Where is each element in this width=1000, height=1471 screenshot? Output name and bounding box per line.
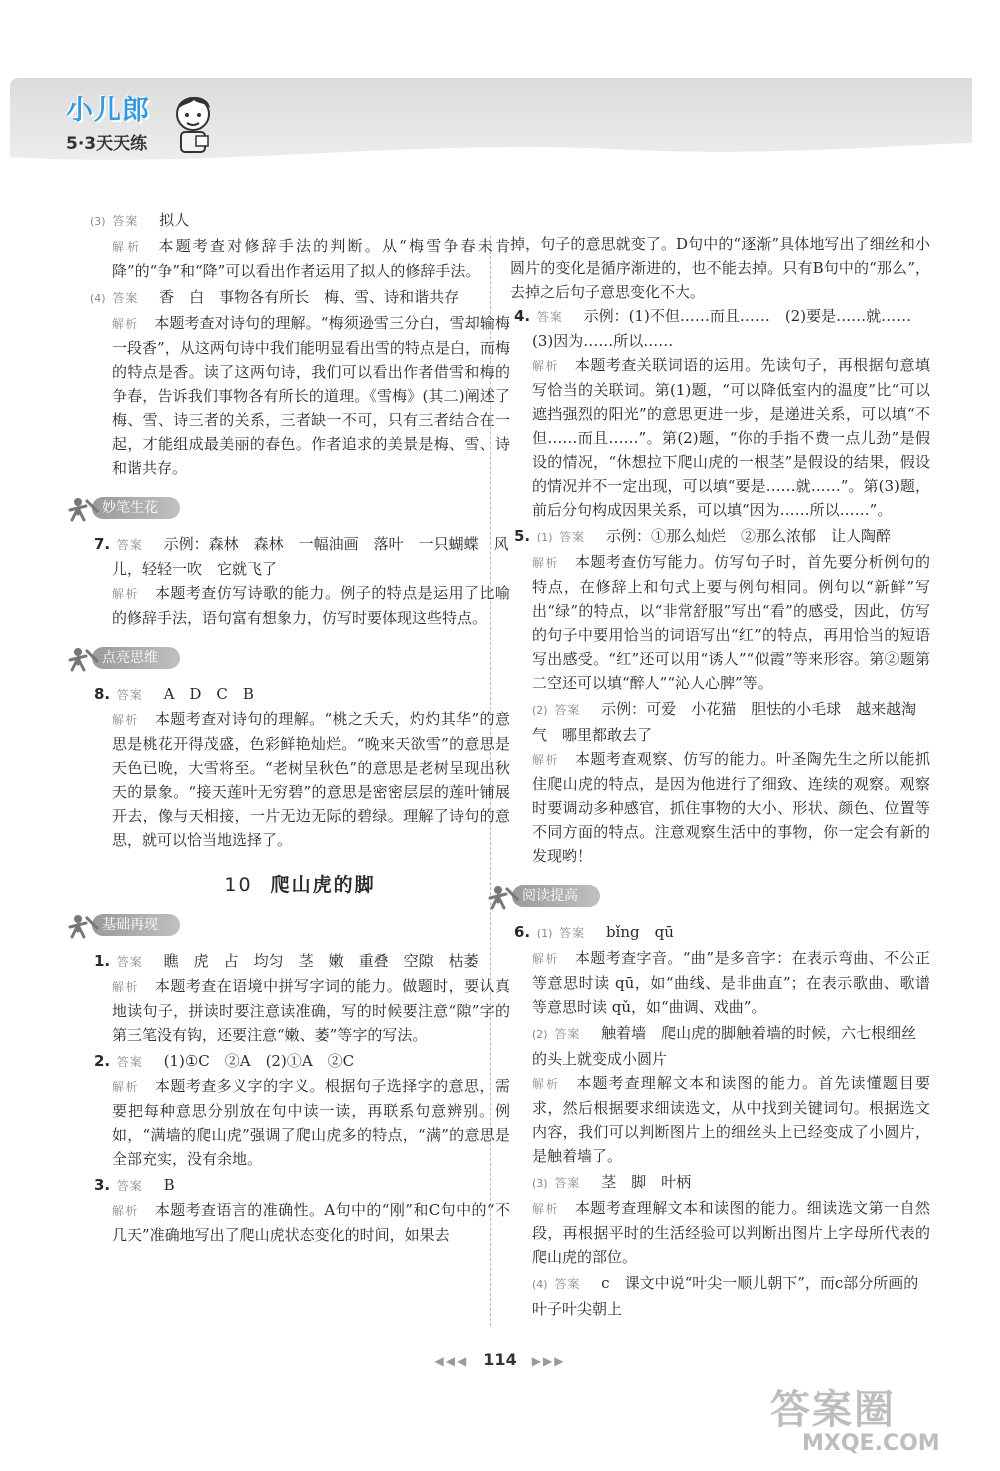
pencil-figure-icon	[68, 911, 100, 939]
answer-text: 香 白 事物各有所长 梅、雪、诗和谐共存	[159, 288, 460, 306]
banner-label: 基础再现	[92, 914, 180, 936]
q6-3	[510, 1170, 930, 1269]
sub-number: (2)	[532, 1028, 548, 1041]
page-navigation	[0, 1350, 1000, 1369]
analysis-text: 本题考查多义字的字义。根据句子选择字的意思，需要把每种意思分别放在句中读一读，再联系句意辨别。例如，“满墙的爬山虎”强调了爬山虎多的特点，“满”的意思是全部充实，没有余地。	[112, 1077, 510, 1168]
q4	[510, 304, 930, 522]
analysis-tag: 解析	[112, 713, 139, 727]
section-banner-jichu	[68, 911, 510, 939]
analysis-tag: 解析	[532, 952, 559, 966]
question-number: 6.	[514, 923, 531, 941]
answer-text: 拟人	[159, 211, 190, 229]
sub-number: (3)	[532, 1177, 548, 1190]
page-number: 114	[483, 1350, 517, 1369]
answer-tag: 答案	[116, 538, 143, 552]
section-banner-dianliang	[68, 644, 510, 672]
analysis-tag: 解析	[532, 359, 559, 373]
answer-text: 示例：①那么灿烂 ②那么浓郁 让人陶醉	[605, 527, 891, 545]
answer-text: 触着墙 爬山虎的脚触着墙的时候，六七根细丝的头上就变成小圆片	[532, 1024, 917, 1068]
q6-4	[510, 1271, 930, 1321]
section-banner-miaobi	[68, 494, 510, 522]
banner-label: 妙笔生花	[92, 497, 180, 519]
answer-tag: 答案	[554, 1277, 581, 1291]
q3-item3	[90, 208, 510, 283]
answer-text: (1)①C ②A (2)①A ②C	[163, 1052, 355, 1070]
banner-label: 点亮思维	[92, 647, 180, 669]
answer-text: c 课文中说“叶尖一顺儿朝下”，而c部分所画的叶子叶尖朝上	[532, 1274, 919, 1318]
question-number: 2.	[94, 1052, 111, 1070]
q8	[90, 682, 510, 852]
answer-tag: 答案	[112, 291, 139, 305]
analysis-text: 本题考查理解文本和读图的能力。细读选文第一自然段，再根据平时的生活经验可以判断出图片上字母所代表的爬山虎的部位。	[532, 1199, 930, 1266]
mascot-boy-icon	[168, 88, 218, 158]
next-arrows-icon: ▶▶▶	[531, 1354, 566, 1368]
lesson-name: 爬山虎的脚	[270, 874, 376, 896]
answer-tag: 答案	[116, 1179, 143, 1193]
q3	[90, 1173, 510, 1247]
answer-text: B	[163, 1176, 175, 1194]
analysis-tag: 解析	[112, 317, 139, 331]
header-wave	[10, 139, 972, 169]
analysis-tag: 解析	[532, 1077, 561, 1091]
answer-tag: 答案	[554, 703, 581, 717]
analysis-text: 本题考查对修辞手法的判断。从“梅雪争春未肯降”的“争”和“降”可以看出作者运用了拟人的修辞手法。	[112, 237, 510, 280]
q5-1	[510, 524, 930, 695]
answer-text: bǐng qū	[605, 923, 674, 941]
question-number: 4.	[514, 307, 531, 325]
analysis-tag: 解析	[532, 753, 559, 767]
prev-arrows-icon: ◀◀◀	[434, 1354, 469, 1368]
watermark-main: 答案圈	[770, 1387, 896, 1433]
corner-watermark	[770, 1378, 970, 1456]
answer-tag: 答案	[536, 310, 563, 324]
watermark-url: MXQE.COM	[802, 1431, 940, 1456]
q3-continuation: 掉，句子的意思就变了。D句中的“逐渐”具体地写出了细丝和小圆片的变化是循序渐进的，也不能去掉。只有B句中的“那么”，去掉之后句子意思变化不大。	[510, 235, 930, 301]
answer-tag: 答案	[554, 1176, 581, 1190]
analysis-tag: 解析	[112, 980, 139, 994]
lesson-number: 10	[224, 874, 253, 896]
sub-number: (3)	[90, 215, 106, 228]
left-column	[90, 208, 510, 1249]
answer-text: 示例：可爱 小花猫 胆怯的小毛球 越来越淘气 哪里都敢去了	[532, 700, 917, 744]
analysis-text: 本题考查对诗句的理解。“梅须逊雪三分白，雪却输梅一段香”，从这两句诗中我们能明显看出雪的特点是白，而梅的特点是香。读了这两句诗，我们可以看出作者借雪和梅的争春，告诉我们事物各有所长的道理。《雪梅》(其二)阐述了梅、雪、诗三者的关系，三者缺一不可，只有三者结合在一起，才能组成最美丽的春色。作者追求的美景是梅、雪、诗和谐共存。	[112, 314, 510, 477]
question-number: 8.	[94, 685, 111, 703]
q7	[90, 532, 510, 630]
brand	[66, 88, 150, 154]
section-banner-yuedu	[488, 882, 930, 910]
pencil-figure-icon	[68, 644, 100, 672]
lesson-title	[90, 870, 510, 897]
header-band	[10, 78, 972, 168]
answer-tag: 答案	[559, 530, 586, 544]
analysis-tag: 解析	[112, 587, 139, 601]
q6-2	[510, 1021, 930, 1168]
q3-item4	[90, 285, 510, 480]
answer-tag: 答案	[116, 955, 143, 969]
question-number: 3.	[94, 1176, 111, 1194]
answer-tag: 答案	[116, 688, 143, 702]
q2	[90, 1049, 510, 1171]
analysis-tag: 解析	[532, 1202, 559, 1216]
analysis-text: 本题考查观察、仿写的能力。叶圣陶先生之所以能抓住爬山虎的特点，是因为他进行了细致、连续的观察。观察时要调动多种感官，抓住事物的大小、形状、颜色、位置等不同方面的特点。注意观察生活中的事物，你一定会有新的发现哟！	[532, 750, 930, 865]
question-number: 1.	[94, 952, 111, 970]
answer-text: 示例：(1)不但……而且…… (2)要是……就…… (3)因为……所以……	[532, 307, 927, 350]
right-column	[510, 232, 930, 1323]
analysis-text: 本题考查字音。“曲”是多音字：在表示弯曲、不公正等意思时读 qū，如“曲线、是非曲直”；在表示歌曲、歌谱等意思时读 qǔ，如“曲调、戏曲”。	[532, 949, 930, 1016]
question-number: 5.	[514, 527, 531, 545]
q6-1	[510, 920, 930, 1019]
analysis-text: 本题考查对诗句的理解。“桃之夭夭，灼灼其华”的意思是桃花开得茂盛，色彩鲜艳灿烂。“晚来天欲雪”的意思是天色已晚，大雪将至。“老树呈秋色”的意思是老树呈现出秋天的景象。“接天莲叶无穷碧”的意思是密密层层的莲叶铺展开去，像与天相接，一片无边无际的碧绿。理解了诗句的意思，就可以恰当地选择了。	[112, 710, 510, 849]
q5-2	[510, 697, 930, 868]
analysis-text: 本题考查语言的准确性。A句中的“刚”和C句中的“不几天”准确地写出了爬山虎状态变化的时间，如果去	[112, 1201, 510, 1244]
analysis-text: 本题考查理解文本和读图的能力。首先读懂题目要求，然后根据要求细读选文，从中找到关键词句。根据选文内容，我们可以判断图片上的细丝头上已经变成了小圆片，是触着墙了。	[532, 1074, 930, 1165]
answer-text: A D C B	[163, 685, 254, 703]
q1	[90, 949, 510, 1047]
pencil-figure-icon	[68, 494, 100, 522]
answer-text: 瞧 虎 占 均匀 茎 嫩 重叠 空隙 枯萎	[163, 952, 479, 970]
sub-number: (4)	[90, 292, 106, 305]
analysis-tag: 解析	[112, 240, 143, 254]
sub-number: (1)	[536, 531, 553, 544]
answer-tag: 答案	[116, 1055, 143, 1069]
sub-number: (2)	[532, 704, 548, 717]
analysis-text: 本题考查仿写能力。仿写句子时，首先要分析例句的特点，在修辞上和句式上要与例句相同。例句以“新鲜”写出“绿”的特点，以“非常舒服”写出“看”的感受，因此，仿写的句子中要用恰当的词语写出“红”的特点，再用恰当的短语写出感受。“红”还可以用“诱人”“似霞”等来形容。第②题第二空还可以填“醉人”“沁人心脾”等。	[532, 553, 930, 692]
analysis-text: 本题考查在语境中拼写字词的能力。做题时，要认真地读句子，拼读时要注意读准确，写的时候要注意“隙”字的第三笔没有钩，还要注意“嫩、萎”等字的写法。	[112, 977, 510, 1044]
sub-number: (1)	[536, 927, 553, 940]
analysis-tag: 解析	[532, 556, 559, 570]
brand-logo: 小儿郎	[66, 95, 150, 126]
sub-number: (4)	[532, 1278, 548, 1291]
pencil-figure-icon	[488, 882, 520, 910]
brand-subtitle: 5·3天天练	[66, 134, 148, 154]
answer-tag: 答案	[559, 926, 586, 940]
banner-label: 阅读提高	[512, 885, 600, 907]
answer-tag: 答案	[112, 214, 139, 228]
analysis-tag: 解析	[112, 1080, 139, 1094]
question-number: 7.	[94, 535, 111, 553]
answer-text: 示例：森林 森林 一幅油画 落叶 一只蝴蝶 风儿，轻轻一吹 它就飞了	[112, 535, 509, 578]
analysis-tag: 解析	[112, 1204, 139, 1218]
analysis-text: 本题考查仿写诗歌的能力。例子的特点是运用了比喻的修辞手法，语句富有想象力，仿写时要体现这些特点。	[112, 584, 510, 627]
answer-tag: 答案	[554, 1027, 581, 1041]
answer-text: 茎 脚 叶柄	[601, 1173, 692, 1191]
analysis-text: 本题考查关联词语的运用。先读句子，再根据句意填写恰当的关联词。第(1)题，“可以降低室内的温度”比“可以遮挡强烈的阳光”的意思更进一步，是递进关系，可以填“不但……而且……”。第(2)题，“你的手指不费一点儿劲”是假设的情况，“休想拉下爬山虎的一根茎”是假设的结果，假设的情况并不一定出现，可以填“要是……就……”。第(3)题，前后分句构成因果关系，可以填“因为……所以……”。	[532, 356, 930, 519]
